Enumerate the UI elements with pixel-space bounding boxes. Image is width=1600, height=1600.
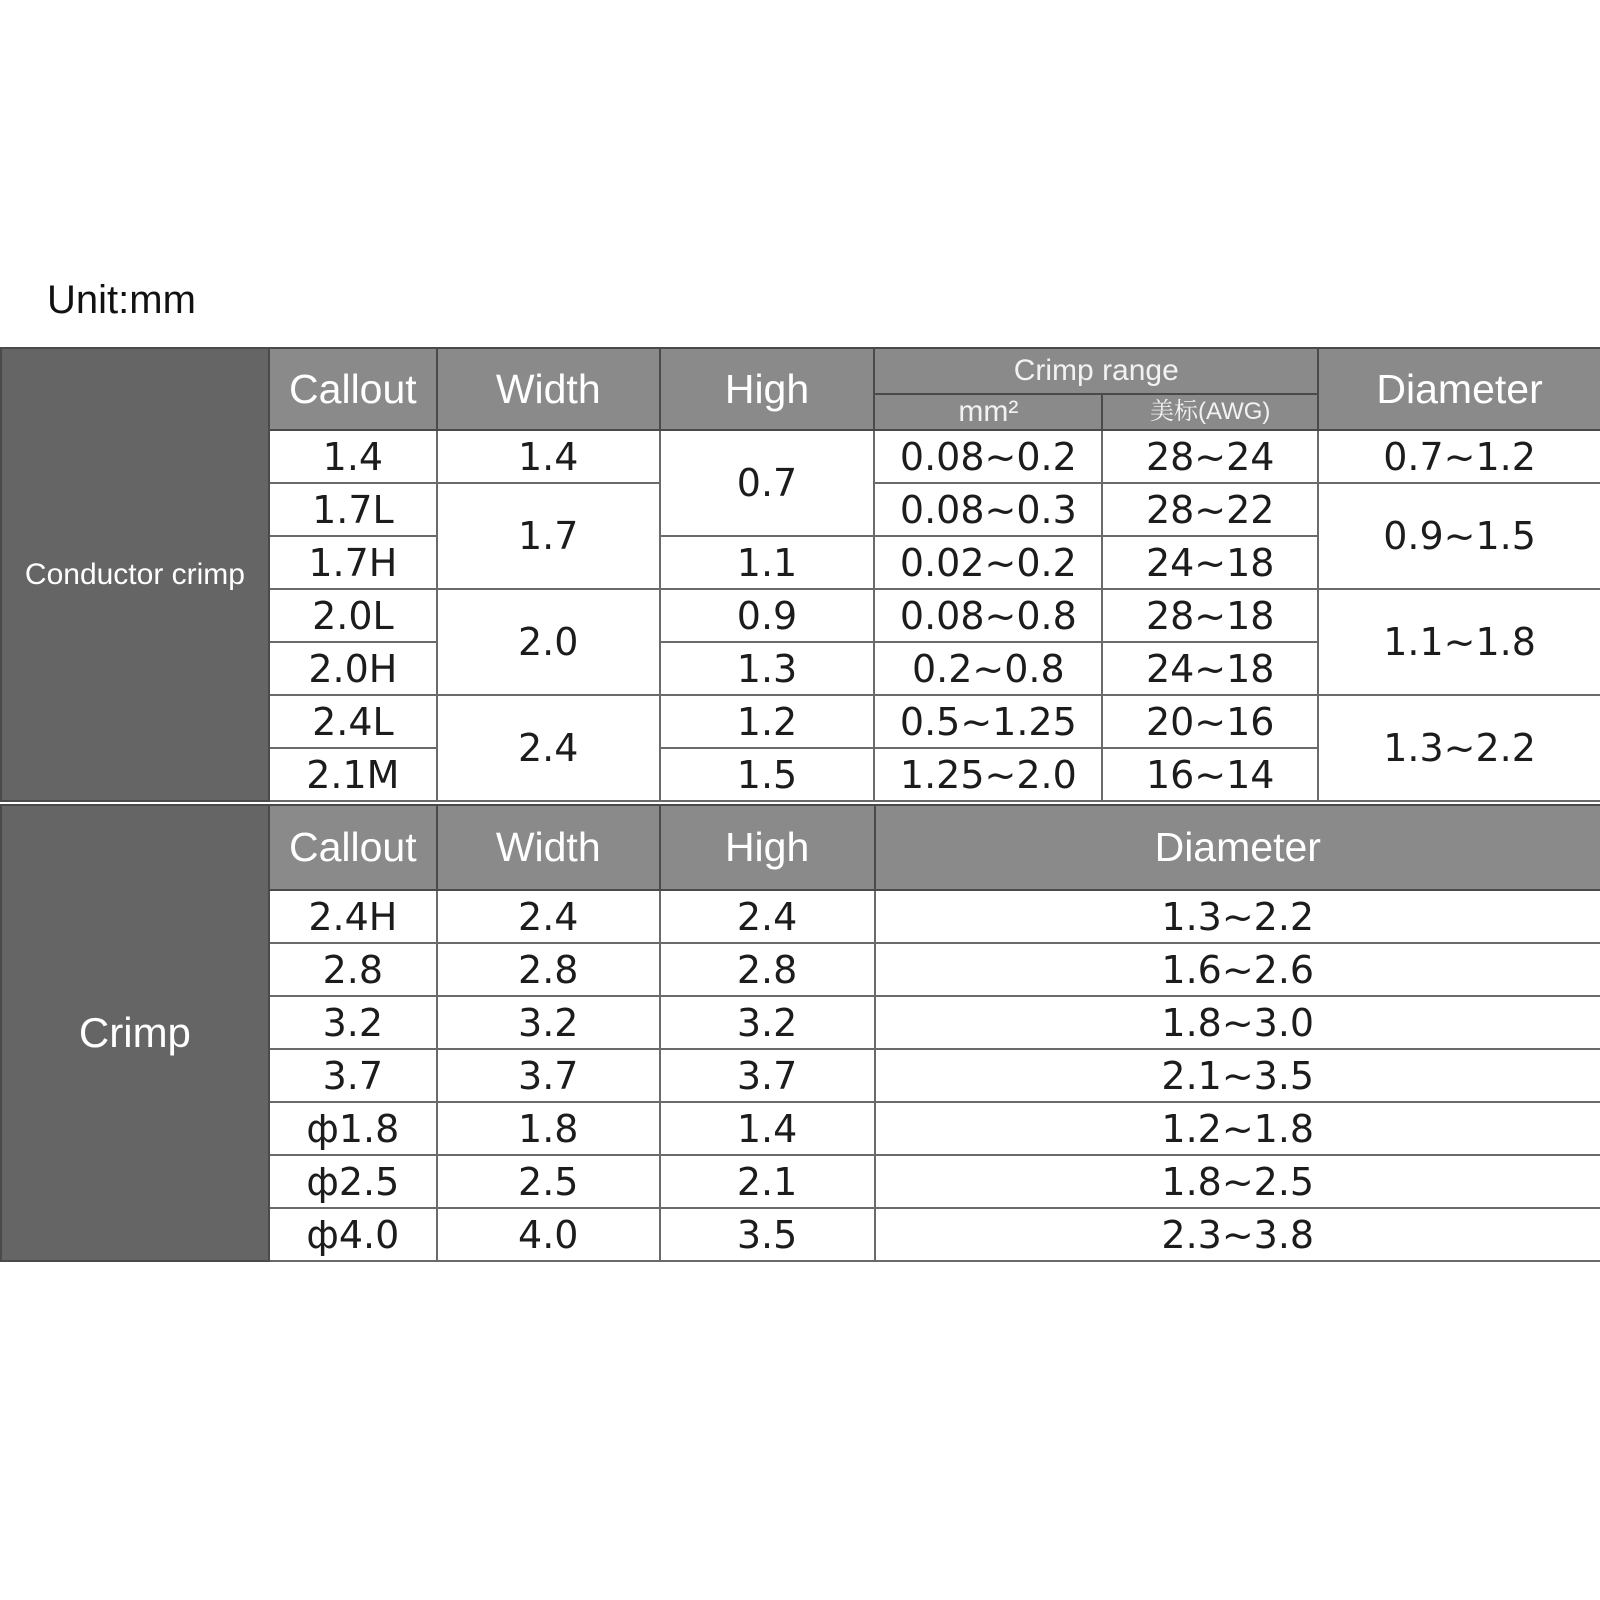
- conductor-crimp-label: Conductor crimp: [1, 348, 269, 801]
- awg-cell: 20~16: [1102, 695, 1318, 748]
- callout-cell: 1.7L: [269, 483, 437, 536]
- mm2-cell: 0.2~0.8: [874, 642, 1102, 695]
- width-cell: 1.7: [437, 483, 660, 589]
- callout-cell: ф4.0: [269, 1208, 437, 1261]
- high-cell: 0.7: [660, 430, 875, 536]
- diameter-cell: 1.3~2.2: [1318, 695, 1600, 801]
- unit-label: Unit:mm: [47, 278, 196, 322]
- width-cell: 2.4: [437, 890, 660, 943]
- awg-cell: 24~18: [1102, 536, 1318, 589]
- diameter-cell: 1.2~1.8: [875, 1102, 1600, 1155]
- high-cell: 3.5: [660, 1208, 875, 1261]
- high-cell: 1.4: [660, 1102, 875, 1155]
- high-cell: 0.9: [660, 589, 875, 642]
- mm2-subheader: mm²: [874, 394, 1102, 430]
- mm2-cell: 0.5~1.25: [874, 695, 1102, 748]
- callout-cell: ф2.5: [269, 1155, 437, 1208]
- callout-cell: 2.8: [269, 943, 437, 996]
- callout-cell: 2.4L: [269, 695, 437, 748]
- awg-cell: 24~18: [1102, 642, 1318, 695]
- mm2-cell: 0.08~0.2: [874, 430, 1102, 483]
- diameter-cell: 2.3~3.8: [875, 1208, 1600, 1261]
- high-cell: 1.2: [660, 695, 875, 748]
- diameter-cell: 1.8~2.5: [875, 1155, 1600, 1208]
- high-header: High: [660, 805, 875, 890]
- width-header: Width: [437, 805, 660, 890]
- mm2-cell: 0.02~0.2: [874, 536, 1102, 589]
- diameter-cell: 1.6~2.6: [875, 943, 1600, 996]
- callout-cell: 2.0L: [269, 589, 437, 642]
- high-cell: 1.5: [660, 748, 875, 801]
- conductor-crimp-table: [0, 347, 1600, 802]
- callout-header: Callout: [269, 348, 437, 430]
- width-cell: 2.0: [437, 589, 660, 695]
- callout-cell: 2.4H: [269, 890, 437, 943]
- diameter-cell: 1.1~1.8: [1318, 589, 1600, 695]
- high-cell: 1.1: [660, 536, 875, 589]
- diameter-header: Diameter: [875, 805, 1600, 890]
- crimp-range-header: Crimp range: [874, 348, 1318, 394]
- mm2-cell: 1.25~2.0: [874, 748, 1102, 801]
- diameter-cell: 1.3~2.2: [875, 890, 1600, 943]
- callout-header: Callout: [269, 805, 437, 890]
- diameter-cell: 0.7~1.2: [1318, 430, 1600, 483]
- width-cell: 1.4: [437, 430, 660, 483]
- awg-subheader: 美标(AWG): [1102, 394, 1318, 430]
- diameter-header: Diameter: [1318, 348, 1600, 430]
- high-cell: 2.4: [660, 890, 875, 943]
- high-cell: 1.3: [660, 642, 875, 695]
- mm2-cell: 0.08~0.3: [874, 483, 1102, 536]
- width-cell: 3.7: [437, 1049, 660, 1102]
- high-cell: 3.7: [660, 1049, 875, 1102]
- width-cell: 1.8: [437, 1102, 660, 1155]
- mm2-cell: 0.08~0.8: [874, 589, 1102, 642]
- awg-cell: 28~18: [1102, 589, 1318, 642]
- awg-cell: 28~24: [1102, 430, 1318, 483]
- width-cell: 4.0: [437, 1208, 660, 1261]
- callout-cell: 3.2: [269, 996, 437, 1049]
- high-cell: 2.1: [660, 1155, 875, 1208]
- width-cell: 2.8: [437, 943, 660, 996]
- high-cell: 3.2: [660, 996, 875, 1049]
- callout-cell: ф1.8: [269, 1102, 437, 1155]
- callout-cell: 1.4: [269, 430, 437, 483]
- diameter-cell: 2.1~3.5: [875, 1049, 1600, 1102]
- callout-cell: 2.0H: [269, 642, 437, 695]
- crimp-label: Crimp: [1, 805, 269, 1261]
- high-cell: 2.8: [660, 943, 875, 996]
- width-cell: 2.5: [437, 1155, 660, 1208]
- diameter-cell: 0.9~1.5: [1318, 483, 1600, 589]
- width-header: Width: [437, 348, 660, 430]
- crimp-table: [0, 804, 1600, 1262]
- diameter-cell: 1.8~3.0: [875, 996, 1600, 1049]
- width-cell: 2.4: [437, 695, 660, 801]
- high-header: High: [660, 348, 875, 430]
- width-cell: 3.2: [437, 996, 660, 1049]
- awg-cell: 16~14: [1102, 748, 1318, 801]
- callout-cell: 2.1M: [269, 748, 437, 801]
- awg-cell: 28~22: [1102, 483, 1318, 536]
- callout-cell: 3.7: [269, 1049, 437, 1102]
- callout-cell: 1.7H: [269, 536, 437, 589]
